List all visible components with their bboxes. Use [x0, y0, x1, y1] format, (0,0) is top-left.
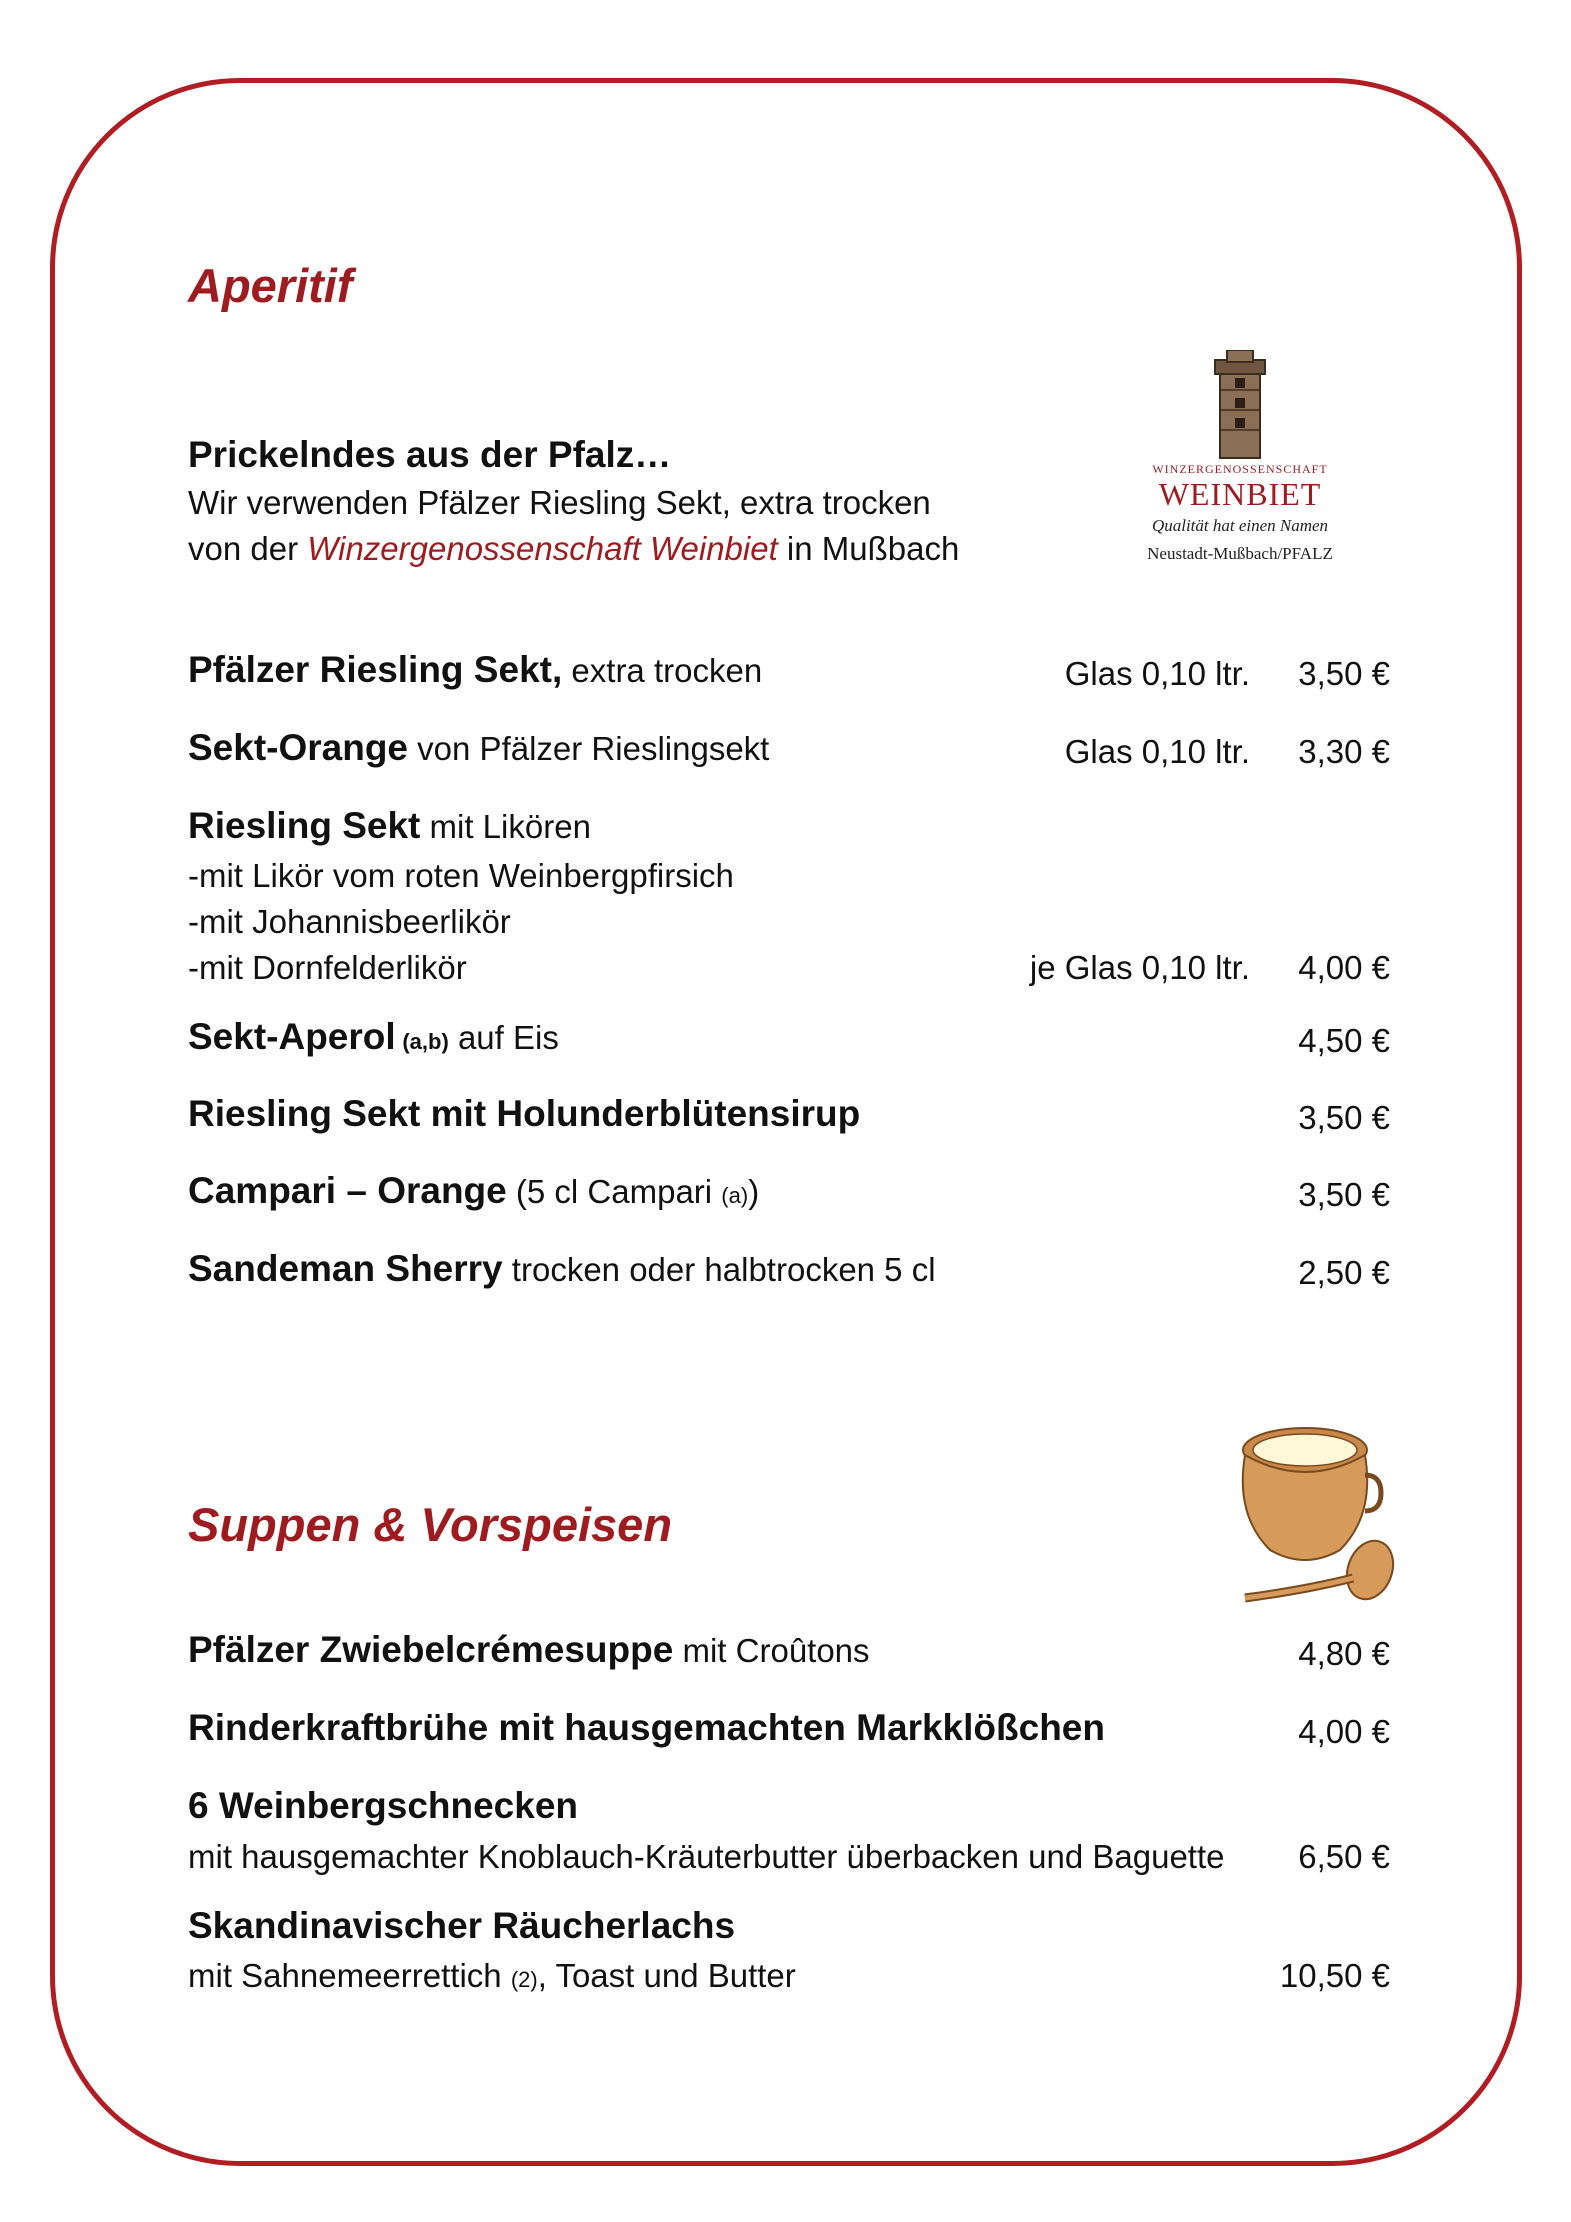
menu-item — [188, 1785, 578, 1827]
allergen-tag: (a,b) — [402, 1029, 449, 1054]
item-name: Sandeman Sherry — [188, 1248, 503, 1289]
item-price: 3,30 € — [1298, 733, 1390, 770]
item-name: Sekt-Orange — [188, 727, 409, 768]
winery-link-text: Winzergenossenschaft Weinbiet — [307, 530, 778, 567]
item-sub-line: -mit Dornfelderlikör — [188, 949, 467, 986]
item-name: Campari – Orange — [188, 1170, 507, 1211]
item-price: 2,50 € — [1298, 1254, 1390, 1291]
menu-item — [188, 1707, 1105, 1749]
item-price: 6,50 € — [1298, 1838, 1390, 1875]
intro-line-1: Wir verwenden Pfälzer Riesling Sekt, extra trocken — [188, 484, 931, 521]
item-sub-line: -mit Johannisbeerlikör — [188, 903, 511, 940]
item-name: Pfälzer Zwiebelcrémesuppe — [188, 1629, 674, 1670]
item-name: 6 Weinbergschnecken — [188, 1785, 579, 1826]
item-price: 3,50 € — [1298, 655, 1390, 692]
item-price: 10,50 € — [1279, 1957, 1390, 1994]
intro-line-2: von der Winzergenossenschaft Weinbiet in Mußbach — [188, 530, 960, 567]
item-price: 4,00 € — [1298, 1713, 1390, 1750]
allergen-tag: (a) — [721, 1183, 749, 1208]
menu-item: Riesling Sekt mit Likören — [188, 805, 591, 846]
item-sub-line: mit hausgemachter Knoblauch-Kräuterbutter überbacken und Baguette — [188, 1838, 1225, 1875]
intro-heading: Prickelndes aus der Pfalz… — [188, 434, 672, 475]
logo-slogan: Qualität hat einen Namen — [1151, 516, 1329, 535]
section-title-aperitif: Aperitif — [188, 259, 353, 312]
item-name: Skandinavischer Räucherlachs — [188, 1905, 736, 1946]
item-price: 4,00 € — [1298, 949, 1390, 986]
item-price: 4,80 € — [1298, 1635, 1390, 1672]
menu-item: Sandeman Sherry trocken oder halbtrocken 5 cl — [188, 1248, 936, 1289]
weinbiet-logo — [1115, 350, 1365, 570]
tower-icon — [1115, 350, 1365, 460]
item-name: Sekt-Aperol — [188, 1016, 396, 1057]
item-price: 4,50 € — [1298, 1022, 1390, 1059]
item-sub-line: -mit Likör vom roten Weinbergpfirsich — [188, 857, 734, 894]
menu-item: Sekt-Orange von Pfälzer Rieslingsekt — [188, 727, 770, 768]
allergen-tag: (2) — [510, 1967, 538, 1992]
section-title-soups: Suppen & Vorspeisen — [188, 1498, 673, 1551]
menu-item: Campari – Orange (5 cl Campari (a)) — [188, 1170, 760, 1211]
menu-item: Pfälzer Riesling Sekt, extra trocken — [188, 649, 763, 690]
item-price: 3,50 € — [1298, 1176, 1390, 1213]
item-unit: Glas 0,10 ltr. — [1064, 733, 1250, 770]
menu-item — [188, 1093, 860, 1135]
menu-item — [188, 1905, 735, 1947]
logo-name: WEINBIET — [1158, 476, 1322, 512]
menu-item: Pfälzer Zwiebelcrémesuppe mit Croûtons — [188, 1629, 870, 1670]
item-name: Pfälzer Riesling Sekt, — [188, 649, 563, 690]
item-name: Riesling Sekt — [188, 805, 421, 846]
item-sub-line: mit Sahnemeerrettich (2), Toast und Butter — [188, 1957, 796, 1994]
item-unit: Glas 0,10 ltr. — [1064, 655, 1250, 692]
item-price: 3,50 € — [1298, 1099, 1390, 1136]
item-name: Riesling Sekt mit Holunderblütensirup — [188, 1093, 861, 1134]
menu-item: Sekt-Aperol (a,b) auf Eis — [188, 1016, 559, 1057]
item-name: Rinderkraftbrühe mit hausgemachten Markklößchen — [188, 1707, 1105, 1748]
logo-top-text: WINZERGENOSSENSCHAFT — [1152, 462, 1328, 476]
soup-pot-icon — [1225, 1420, 1405, 1610]
logo-place: Neustadt-Mußbach/PFALZ — [1147, 544, 1333, 563]
item-unit: je Glas 0,10 ltr. — [1029, 949, 1250, 986]
